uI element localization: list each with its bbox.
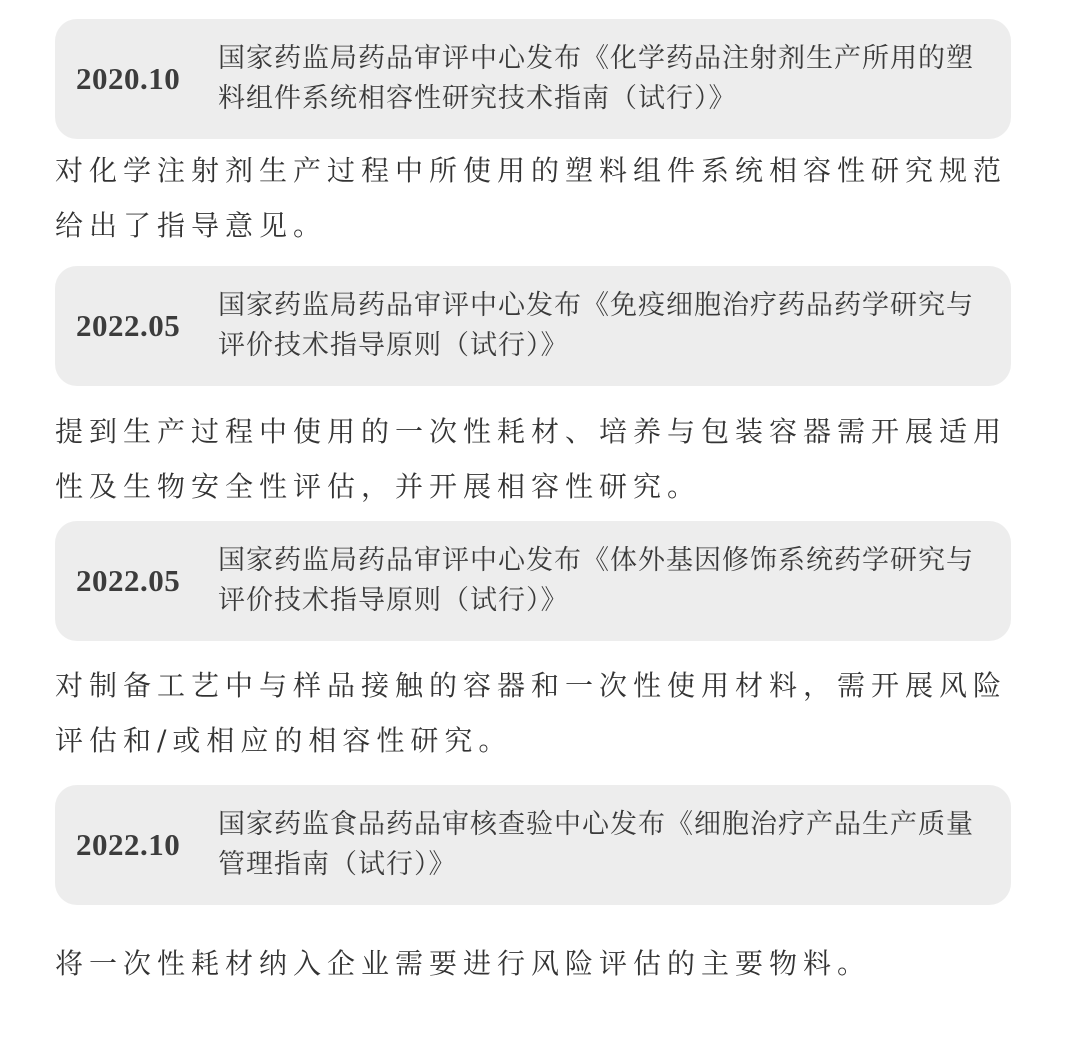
event-title-text: 国家药监局药品审评中心发布《免疫细胞治疗药品药学研究与评价技术指导原则（试行）》 [218, 290, 974, 361]
event-title-text: 国家药监局药品审评中心发布《化学药品注射剂生产所用的塑料组件系统相容性研究技术指南（试行）》 [218, 43, 974, 114]
event-title [218, 785, 998, 905]
event-description: 将一次性耗材纳入企业需要进行风险评估的主要物料。 [55, 947, 872, 980]
event-title-text: 国家药监局药品审评中心发布《体外基因修饰系统药学研究与评价技术指导原则（试行）》 [218, 545, 974, 616]
event-card [55, 521, 1011, 641]
event-title [218, 266, 998, 386]
event-description: 提到生产过程中使用的一次性耗材、培养与包装容器需开展适用性及生物安全性评估，并开展相容性研究。 [55, 415, 1008, 503]
event-title [218, 521, 998, 641]
event-description: 对化学注射剂生产过程中所使用的塑料组件系统相容性研究规范给出了指导意见。 [55, 154, 1008, 242]
event-title-text: 国家药监食品药品审核查验中心发布《细胞治疗产品生产质量管理指南（试行）》 [218, 809, 974, 880]
event-card [55, 19, 1011, 139]
event-card [55, 266, 1011, 386]
event-date: 2022.05 [76, 563, 181, 598]
event-date: 2022.10 [76, 827, 181, 862]
event-title [218, 19, 998, 139]
event-card [55, 785, 1011, 905]
event-date: 2022.05 [76, 308, 181, 343]
event-date: 2020.10 [76, 61, 181, 96]
event-description: 对制备工艺中与样品接触的容器和一次性使用材料，需开展风险评估和/或相应的相容性研究。 [55, 669, 1008, 757]
